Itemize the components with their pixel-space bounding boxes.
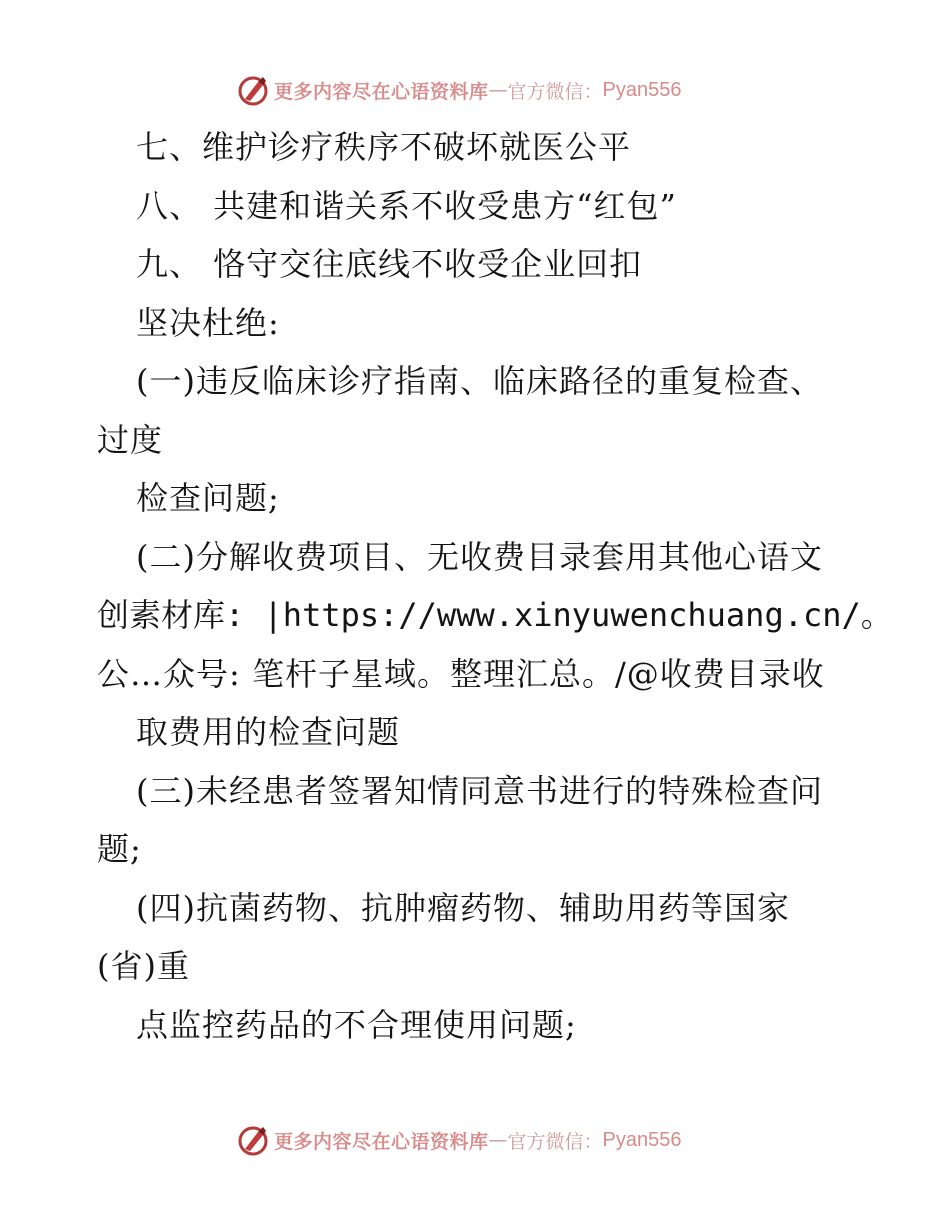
text-line: (二)分解收费项目、无收费目录套用其他心语文 xyxy=(136,538,823,576)
text-line: (三)未经患者签署知情同意书进行的特殊检查问 xyxy=(136,772,823,810)
text-line: 题; xyxy=(97,830,142,868)
text-line: 九、 恪守交往底线不收受企业回扣 xyxy=(136,245,643,283)
text-line: (省)重 xyxy=(97,947,190,985)
brush-logo-icon xyxy=(236,1123,270,1157)
watermark-main-text: 更多内容尽在心语资料库 xyxy=(274,80,489,103)
text-line: (一)违反临床诊疗指南、临床路径的重复检查、 xyxy=(136,362,823,400)
text-line: 检查问题; xyxy=(136,479,280,517)
text-line: 坚决杜绝: xyxy=(136,304,280,342)
watermark-main-text: 更多内容尽在心语资料库 xyxy=(274,1130,489,1153)
watermark-separator: — xyxy=(488,1129,508,1151)
footer-watermark xyxy=(236,1123,682,1157)
watermark-wechat-label: 官方微信： xyxy=(507,1130,603,1153)
text-line: 七、维护诊疗秩序不破坏就医公平 xyxy=(136,128,632,166)
watermark-wechat-label: 官方微信： xyxy=(507,80,603,103)
text-line: 公…众号: 笔杆子星域。整理汇总。/@收费目录收 xyxy=(97,655,825,693)
text-line: 八、 共建和谐关系不收受患方“红包” xyxy=(136,187,677,225)
text-line: 取费用的检查问题 xyxy=(136,713,401,751)
text-line: (四)抗菌药物、抗肿瘤药物、辅助用药等国家 xyxy=(136,889,790,927)
text-line-url: 创素材库: |https://www.xinyuwenchuang.cn/。 xyxy=(97,596,893,634)
text-line: 过度 xyxy=(97,421,164,459)
watermark-wechat-id: Pyan556 xyxy=(602,1128,682,1151)
watermark-separator: — xyxy=(488,79,508,101)
watermark-wechat-id: Pyan556 xyxy=(602,78,682,101)
text-line: 点监控药品的不合理使用问题; xyxy=(136,1006,577,1044)
